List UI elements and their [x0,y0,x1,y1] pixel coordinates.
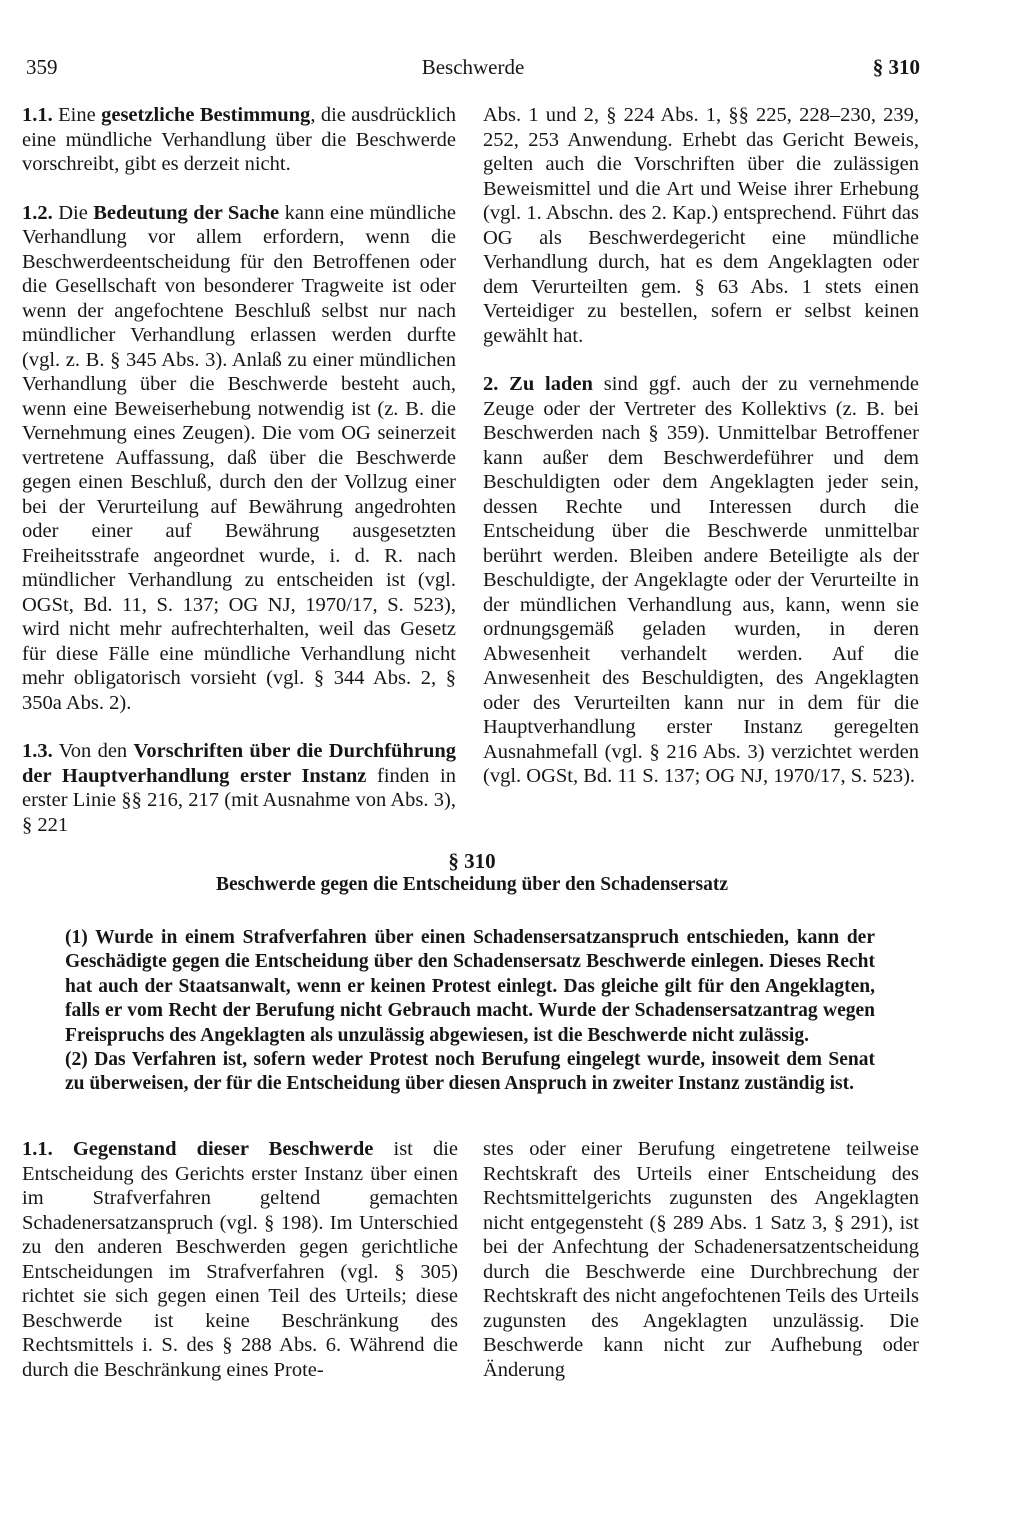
paragraph-text: finden in erster Linie §§ 216, 217 (mit Ausnahme von Abs. 3), § 221 [22,764,456,836]
commentary-paragraph-1-1 [22,103,456,177]
commentary-paragraph-1-2 [22,201,456,716]
paragraph-text: Von den [52,740,134,762]
commentary-paragraph-1-1 [22,1137,458,1382]
commentary-paragraph-continued: stes oder einer Berufung eingetretene teilweise Rechtskraft des Urteils einer Entscheidung des Rechtsmittelgerichts zugunsten des Angeklagten nicht entgegensteht (§ 289 Abs. 1 Satz 3, § 291), ist bei der Anfechtung der Schadenersatzentscheidung durch die Beschwerde eine Durchbrechung der Rechtskraft des nicht angefochtenen Teils des Urteils zugunsten des Angeklagten unzulässig. Die Beschwerde kann nicht zur Aufhebung oder Änderung [483,1138,919,1381]
paragraph-number: 1.3. [22,740,53,762]
commentary-column-left-top [22,103,456,837]
commentary-paragraph-2 [483,372,919,789]
paragraph-text: Die [52,201,94,224]
commentary-paragraph-continued: Abs. 1 und 2, § 224 Abs. 1, §§ 225, 228–230, 239, 252, 253 Anwendung. Erhebt das Gericht Beweis, gelten auch die Vorschriften über die zulässigen Beweismittel und die Art und Weise ihrer Erhebung (vgl. 1. Abschn. des 2. Kap.) entsprechend. Führt das OG als Beschwerdegericht eine mündliche Verhandlung durch, hat es dem Angeklagten oder dem Verurteilten gem. § 63 Abs. 1 stets einen Verteidiger zu bestellen, sofern er selbst keinen gewählt hat. [483,104,919,347]
paragraph-keyword: Bedeutung der Sache [93,201,280,224]
paragraph-text: Eine [52,104,102,126]
paragraph-number: 1.1. [22,104,53,126]
page-header [26,55,920,85]
paragraph-keyword: gesetzliche Bestimmung [101,104,311,126]
commentary-column-left-bottom [22,1137,458,1382]
statute-section-title: Beschwerde gegen die Entscheidung über den Schadensersatz [215,874,729,895]
paragraph-keyword: Gegenstand dieser Beschwerde [52,1138,374,1160]
commentary-column-right-bottom [483,1137,919,1382]
paragraph-text: kann eine mündliche Verhandlung vor allem erfordern, wenn die Beschwerdeentscheidung für den Betroffenen oder die Gesellschaft von besonderer Tragweite ist oder wenn der angefochtene Beschluß selbst nur nach mündlicher Verhandlung erlassen werden durfte (vgl. z. B. § 345 Abs. 3). Anlaß zu einer mündlichen Verhandlung über die Beschwerde besteht auch, wenn eine Beweiserhebung notwendig ist (z. B. die Vernehmung eines Zeugen). Die vom OG seinerzeit vertretene Auffassung, daß über die Beschwerde gegen einen Beschluß, durch den der Vollzug einer bei der Verurteilung auf Bewährung angedrohten oder einer auf Bewährung ausgesetzten Freiheitsstrafe angeordnet wurde, i. d. R. nach mündlicher Verhandlung zu entscheiden ist (vgl. OGSt, Bd. 11, S. 137; OG NJ, 1970/17, S. 523), wird nicht mehr aufrechterhalten, weil das Gesetz für diese Fälle eine mündliche Verhandlung nicht mehr obligatorisch vorsieht (vgl. § 344 Abs. 2, § 350a Abs. 2). [22,201,457,714]
statute-section-number: § 310 [448,849,496,873]
statute-paragraph-2: (2) Das Verfahren ist, sofern weder Protest noch Berufung eingelegt wurde, insoweit dem Senat zu überweisen, der für die Entscheidung über diesen Anspruch in zweiter Instanz zuständig ist. [65,1049,875,1095]
paragraph-number: 2. [483,373,499,395]
commentary-paragraph-1-3 [22,739,456,837]
paragraph-keyword: Zu laden [498,373,593,395]
statute-text [65,926,875,1097]
page-number: 359 [26,55,58,79]
statute-paragraph-1: (1) Wurde in einem Strafverfahren über einen Schadensersatzanspruch entschieden, kann der Geschädigte gegen die Entscheidung über den Schadensersatz Beschwerde einlegen. Dieses Recht hat auch der Staatsanwalt, wenn er keinen Protest einlegt. Das gleiche gilt für den Angeklagten, falls er vom Recht der Berufung nicht Gebrauch macht. Wurde der Schadensersatzantrag wegen Freispruchs des Angeklagten als unzulässig abgewiesen, ist die Beschwerde nicht zulässig. [65,927,875,1046]
paragraph-number: 1.1. [22,1138,53,1160]
paragraph-text: sind ggf. auch der zu vernehmende Zeuge oder der Vertreter des Kollektivs (z. B. bei Beschwerden nach § 359). Unmittelbar Betroffener kann außer dem Beschwerdeführer und dem Beschuldigten oder dem Angeklagten jeder sein, dessen Rechte und Interessen durch die Entscheidung über die Beschwerde unmittelbar berührt werden. Bleiben andere Beteiligte als der Beschuldigte, der Angeklagte oder der Verurteilte in der mündlichen Verhandlung aus, kann, wenn sie ordnungsgemäß geladen wurden, in deren Abwesenheit verhandelt werden. Auf die Anwesenheit des Beschuldigten, des Angeklagten oder des Verurteilten kann nur in dem für die Hauptverhandlung erster Instanz geregelten Ausnahmefall (vgl. § 216 Abs. 3) verzichtet werden (vgl. OGSt, Bd. 11 S. 137; OG NJ, 1970/17, S. 523). [483,373,919,787]
paragraph-keyword: Vorschriften über die Durchführung der Hauptverhandlung erster Instanz [22,740,456,787]
commentary-column-right-top [483,103,919,789]
paragraph-number: 1.2. [22,201,53,224]
running-title: Beschwerde [421,55,525,79]
paragraph-text: ist die Entscheidung des Gerichts erster Instanz über einen im Strafverfahren geltend gemachten Schadenersatzanspruch (vgl. § 198). Im Unterschied zu den anderen Beschwerden gegen gerichtliche Entscheidungen im Strafverfahren (vgl. § 305) richtet sie sich gegen einen Teil des Urteils; diese Beschwerde ist keine Beschränkung des Rechtsmittels i. S. des § 288 Abs. 6. Während die durch die Beschränkung eines Prote- [22,1138,459,1381]
paragraph-text: , die ausdrücklich eine mündliche Verhandlung über die Beschwerde vorschreibt, gibt es derzeit nicht. [22,104,456,175]
section-reference: § 310 [872,55,920,79]
